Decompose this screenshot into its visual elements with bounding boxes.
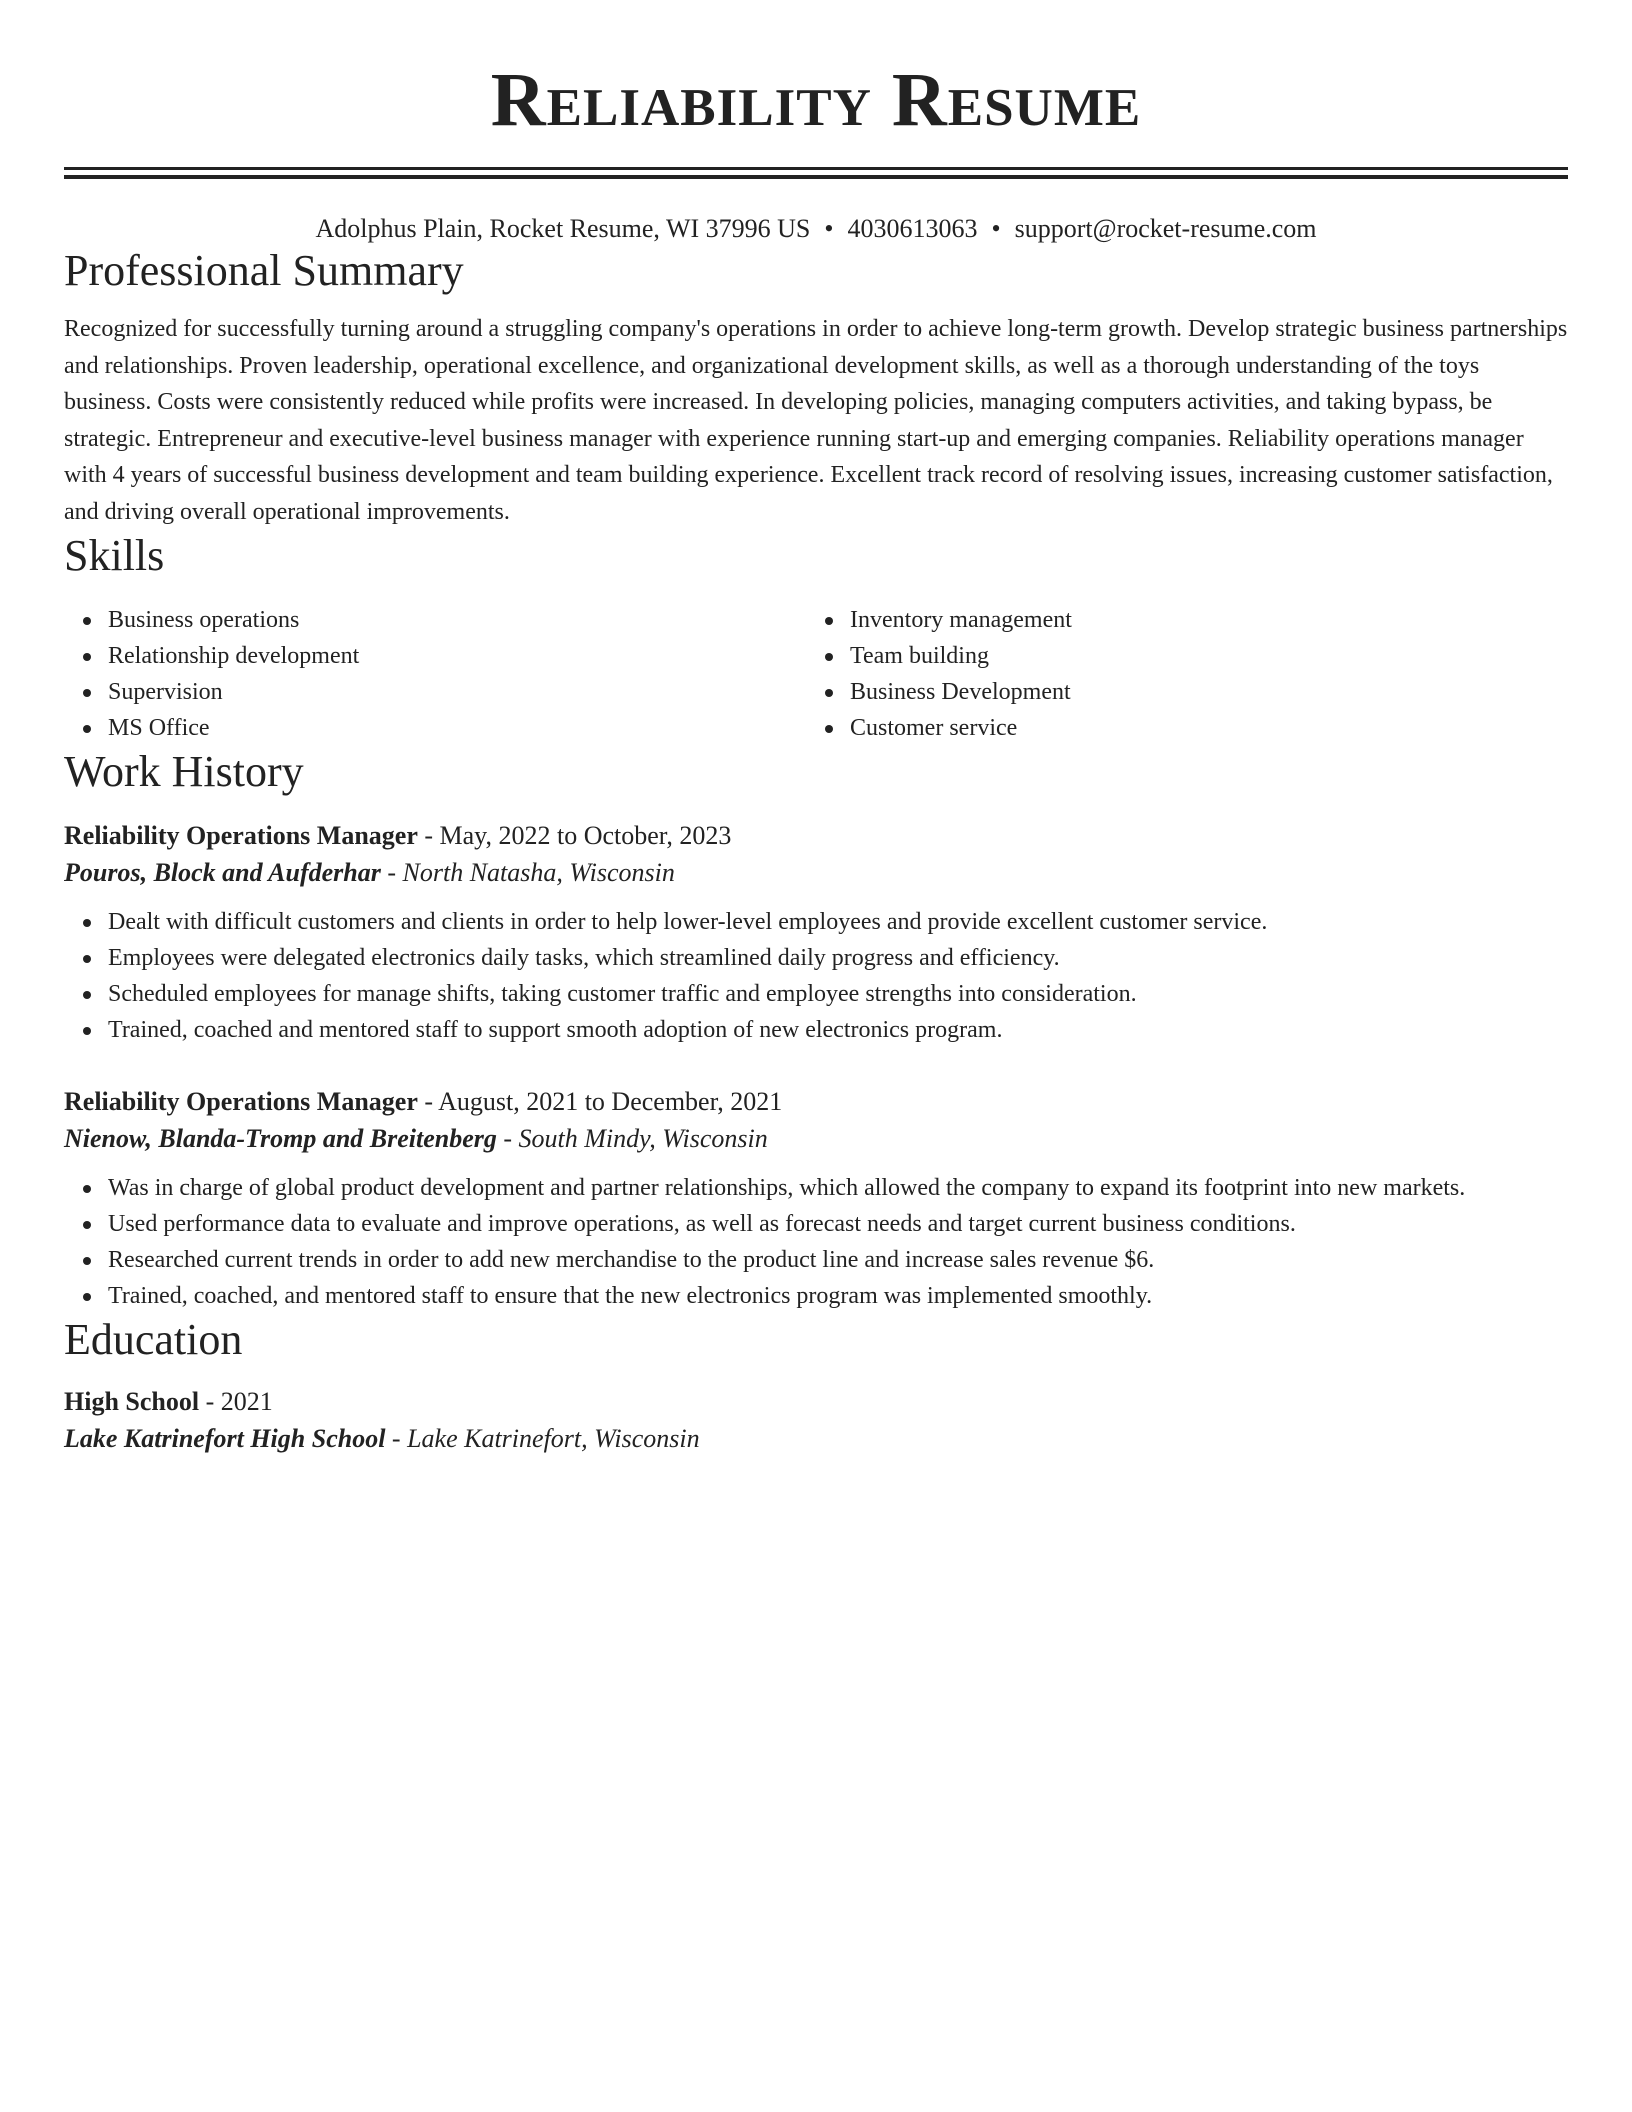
job-bullets — [64, 1170, 1568, 1314]
job-bullet: Researched current trends in order to add new merchandise to the product line and increase sales revenue $6. — [108, 1242, 1568, 1278]
job-role: Reliability Operations Manager — [64, 1087, 418, 1116]
job-title-line — [64, 1084, 1568, 1120]
summary-heading: Professional Summary — [64, 246, 464, 295]
school-location: - Lake Katrinefort, Wisconsin — [385, 1424, 700, 1453]
skills-list — [64, 602, 1568, 746]
employer-line — [64, 1120, 1568, 1158]
school-line — [64, 1420, 1568, 1458]
skills-heading: Skills — [64, 531, 165, 580]
job-entry — [64, 1084, 1568, 1314]
contact-separator: • — [991, 214, 1001, 243]
employer-location: - North Natasha, Wisconsin — [380, 858, 675, 887]
job-role: Reliability Operations Manager — [64, 821, 418, 850]
work-history-heading: Work History — [64, 747, 304, 796]
employer-location: - South Mindy, Wisconsin — [496, 1124, 768, 1153]
summary-text: Recognized for successfully turning around a struggling company's operations in order to achieve long-term growth. Develop strategic business partnerships and relationships. Proven leadership, operational excellence, and organizational development skills, as well as a thorough understanding of the toys business. Costs were consistently reduced while profits were increased. In developing policies, managing computers activities, and taking bypass, be strategic. Entrepreneur and executive-level business manager with experience running start-up and emerging companies. Reliability operations manager with 4 years of successful business development and team building experience. Excellent track record of resolving issues, increasing customer satisfaction, and driving overall operational improvements. — [64, 316, 1568, 525]
degree-name: High School — [64, 1387, 200, 1416]
job-dates: - May, 2022 to October, 2023 — [417, 821, 732, 850]
job-bullet: Dealt with difficult customers and clients in order to help lower-level employees and provide excellent customer service. — [108, 904, 1568, 940]
contact-separator: • — [824, 214, 834, 243]
job-bullet: Scheduled employees for manage shifts, taking customer traffic and employee strengths into consideration. — [108, 976, 1568, 1012]
skills-column-left — [64, 602, 806, 746]
job-bullet: Used performance data to evaluate and improve operations, as well as forecast needs and target current business conditions. — [108, 1206, 1568, 1242]
resume-page — [64, 0, 1568, 1458]
contact-phone: 4030613063 — [847, 214, 978, 243]
employer-line — [64, 854, 1568, 892]
skill-item: Business operations — [108, 602, 806, 638]
skills-column-right — [806, 602, 1548, 746]
contact-line — [64, 213, 1568, 245]
skill-item: Customer service — [850, 710, 1548, 746]
education-entry — [64, 1384, 1568, 1458]
job-dates: - August, 2021 to December, 2021 — [417, 1087, 783, 1116]
employer-name: Nienow, Blanda-Tromp and Breitenberg — [64, 1124, 497, 1153]
skill-item: Supervision — [108, 674, 806, 710]
contact-address: Adolphus Plain, Rocket Resume, WI 37996 US — [315, 214, 811, 243]
degree-year: - 2021 — [199, 1387, 273, 1416]
header-divider-bottom — [64, 175, 1568, 179]
job-bullet: Trained, coached and mentored staff to support smooth adoption of new electronics program. — [108, 1012, 1568, 1048]
job-bullet: Trained, coached, and mentored staff to ensure that the new electronics program was implemented smoothly. — [108, 1278, 1568, 1314]
skill-item: MS Office — [108, 710, 806, 746]
degree-line — [64, 1384, 1568, 1420]
job-bullet: Was in charge of global product development and partner relationships, which allowed the company to expand its footprint into new markets. — [108, 1170, 1568, 1206]
education-heading: Education — [64, 1315, 243, 1364]
employer-name: Pouros, Block and Aufderhar — [64, 858, 381, 887]
skill-item: Team building — [850, 638, 1548, 674]
skill-item: Inventory management — [850, 602, 1548, 638]
resume-name: Reliability Resume — [490, 58, 1142, 142]
school-name: Lake Katrinefort High School — [64, 1424, 386, 1453]
job-bullet: Employees were delegated electronics daily tasks, which streamlined daily progress and efficiency. — [108, 940, 1568, 976]
job-bullets — [64, 904, 1568, 1048]
skill-item: Business Development — [850, 674, 1548, 710]
contact-email: support@rocket-resume.com — [1014, 214, 1317, 243]
job-entry — [64, 818, 1568, 1048]
skill-item: Relationship development — [108, 638, 806, 674]
header-divider-top — [64, 167, 1568, 170]
job-title-line — [64, 818, 1568, 854]
